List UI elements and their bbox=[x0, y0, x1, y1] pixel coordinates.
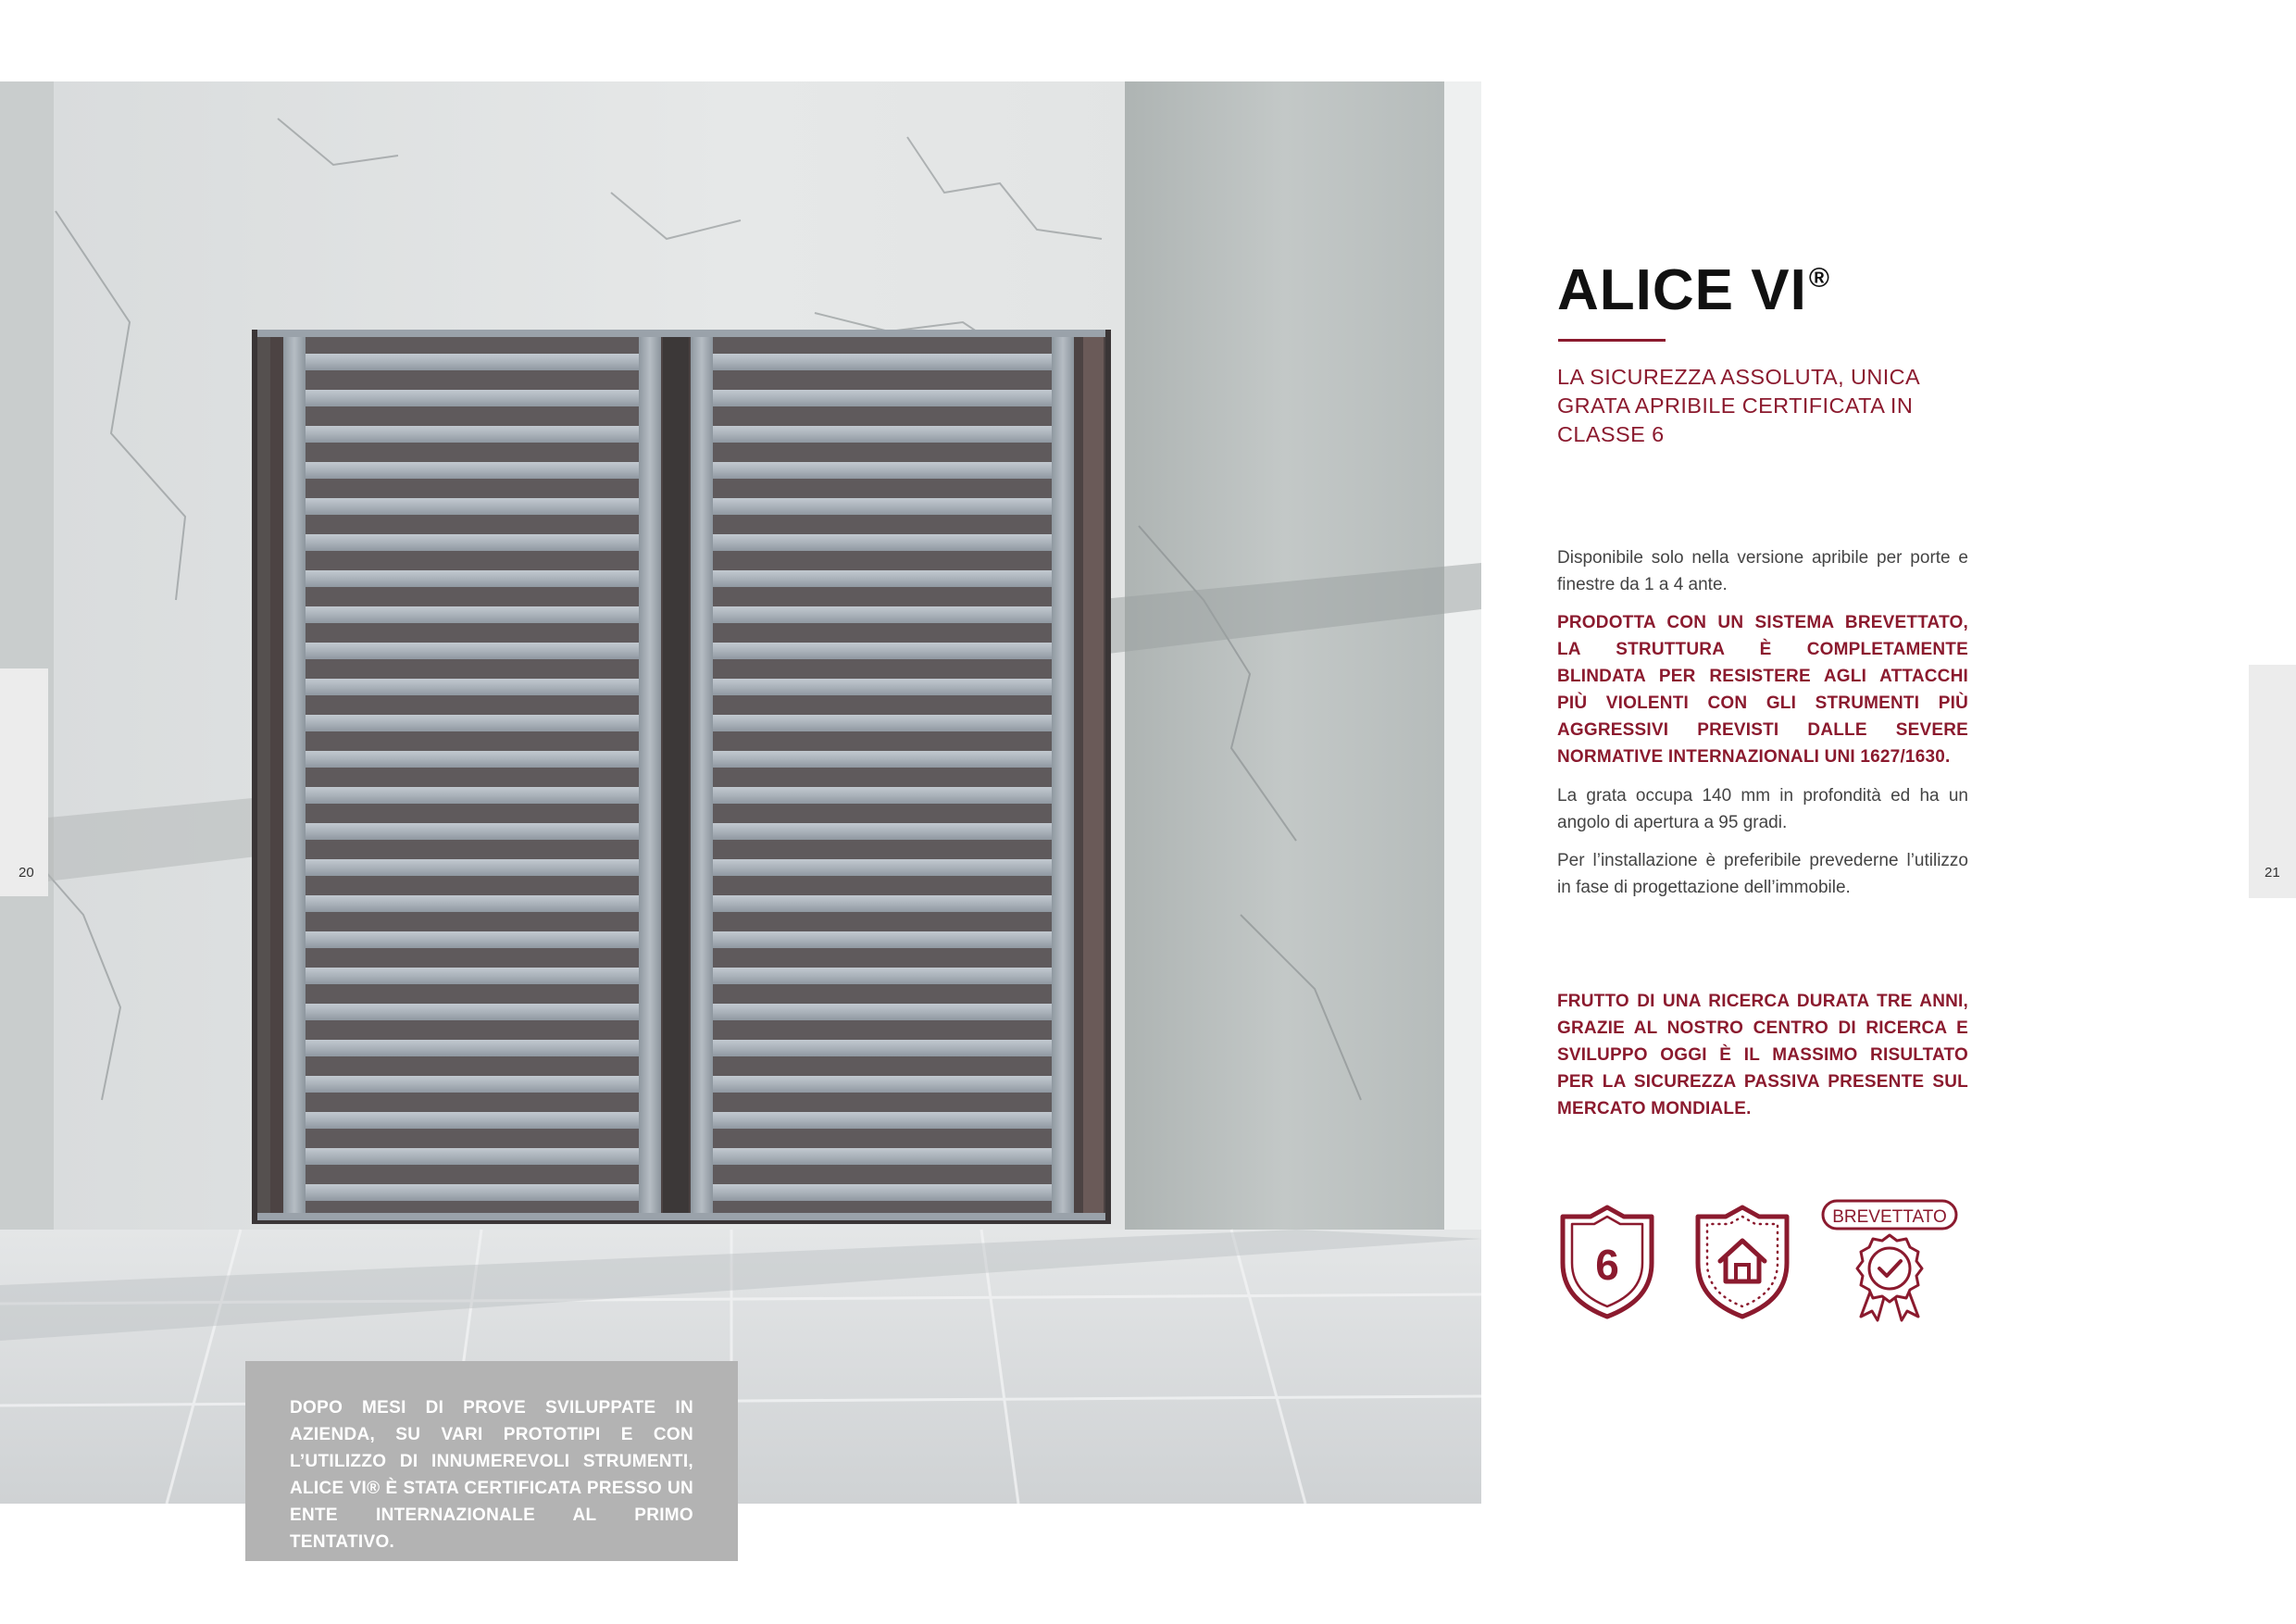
paragraph-research: FRUTTO DI UNA RICERCA DURATA TRE ANNI, GRAZIE AL NOSTRO CENTRO DI RICERCA E SVILUPPO OGGI È IL MASSIMO RISULTATO PER LA SICUREZZA PASSIVA PRESENTE SUL MERCATO MONDIALE. bbox=[1557, 992, 1968, 1118]
left-page-tab bbox=[0, 668, 48, 896]
right-page-tab bbox=[2249, 665, 2296, 898]
right-page-number: 21 bbox=[2265, 865, 2280, 881]
shield-class-6-icon bbox=[1557, 1204, 1657, 1320]
left-page-number: 20 bbox=[19, 865, 34, 881]
patent-rosette-icon bbox=[1820, 1198, 1959, 1324]
paragraph-installation: Per l’installazione è preferibile prevederne l’utilizzo in fase di progettazione dell’immobile. bbox=[1557, 851, 1968, 897]
trademark-symbol: ® bbox=[1808, 263, 1830, 294]
class-number: 6 bbox=[1595, 1241, 1619, 1289]
paragraph-patented-system: PRODOTTA CON UN SISTEMA BREVETTATO, LA STRUTTURA È COMPLETAMENTE BLINDATA PER RESISTERE AGLI ATTACCHI PIÙ VIOLENTI CON GLI STRUMENTI PIÙ AGGRESSIVI PREVISTI DALLE SEVERE NORMATIVE INTERNAZIONALI UNI 1627/1630. bbox=[1557, 613, 1968, 767]
shield-house-icon bbox=[1692, 1204, 1792, 1320]
certification-badges bbox=[1557, 1204, 1968, 1324]
product-title bbox=[1557, 257, 1830, 323]
paragraph-depth: La grata occupa 140 mm in profondità ed ha un angolo di apertura a 95 gradi. bbox=[1557, 786, 1968, 832]
caption-box bbox=[245, 1361, 738, 1561]
product-name: ALICE VI bbox=[1557, 258, 1807, 322]
patent-label: BREVETTATO bbox=[1832, 1207, 1947, 1227]
caption-text: DOPO MESI DI PROVE SVILUPPATE IN AZIENDA, SU VARI PROTOTIPI E CON L’UTILIZZO DI INNUMEREVOLI STRUMENTI, ALICE VI® È STATA CERTIFICATA PRESSO UN ENTE INTERNAZIONALE AL PRIMO TENTATIVO. bbox=[290, 1398, 693, 1552]
title-divider bbox=[1558, 339, 1666, 342]
subtitle: LA SICUREZZA ASSOLUTA, UNICA GRATA APRIBILE CERTIFICATA IN CLASSE 6 bbox=[1557, 365, 1919, 446]
paragraph-availability: Disponibile solo nella versione apribile per porte e finestre da 1 a 4 ante. bbox=[1557, 548, 1968, 594]
product-photo bbox=[0, 81, 1481, 1504]
